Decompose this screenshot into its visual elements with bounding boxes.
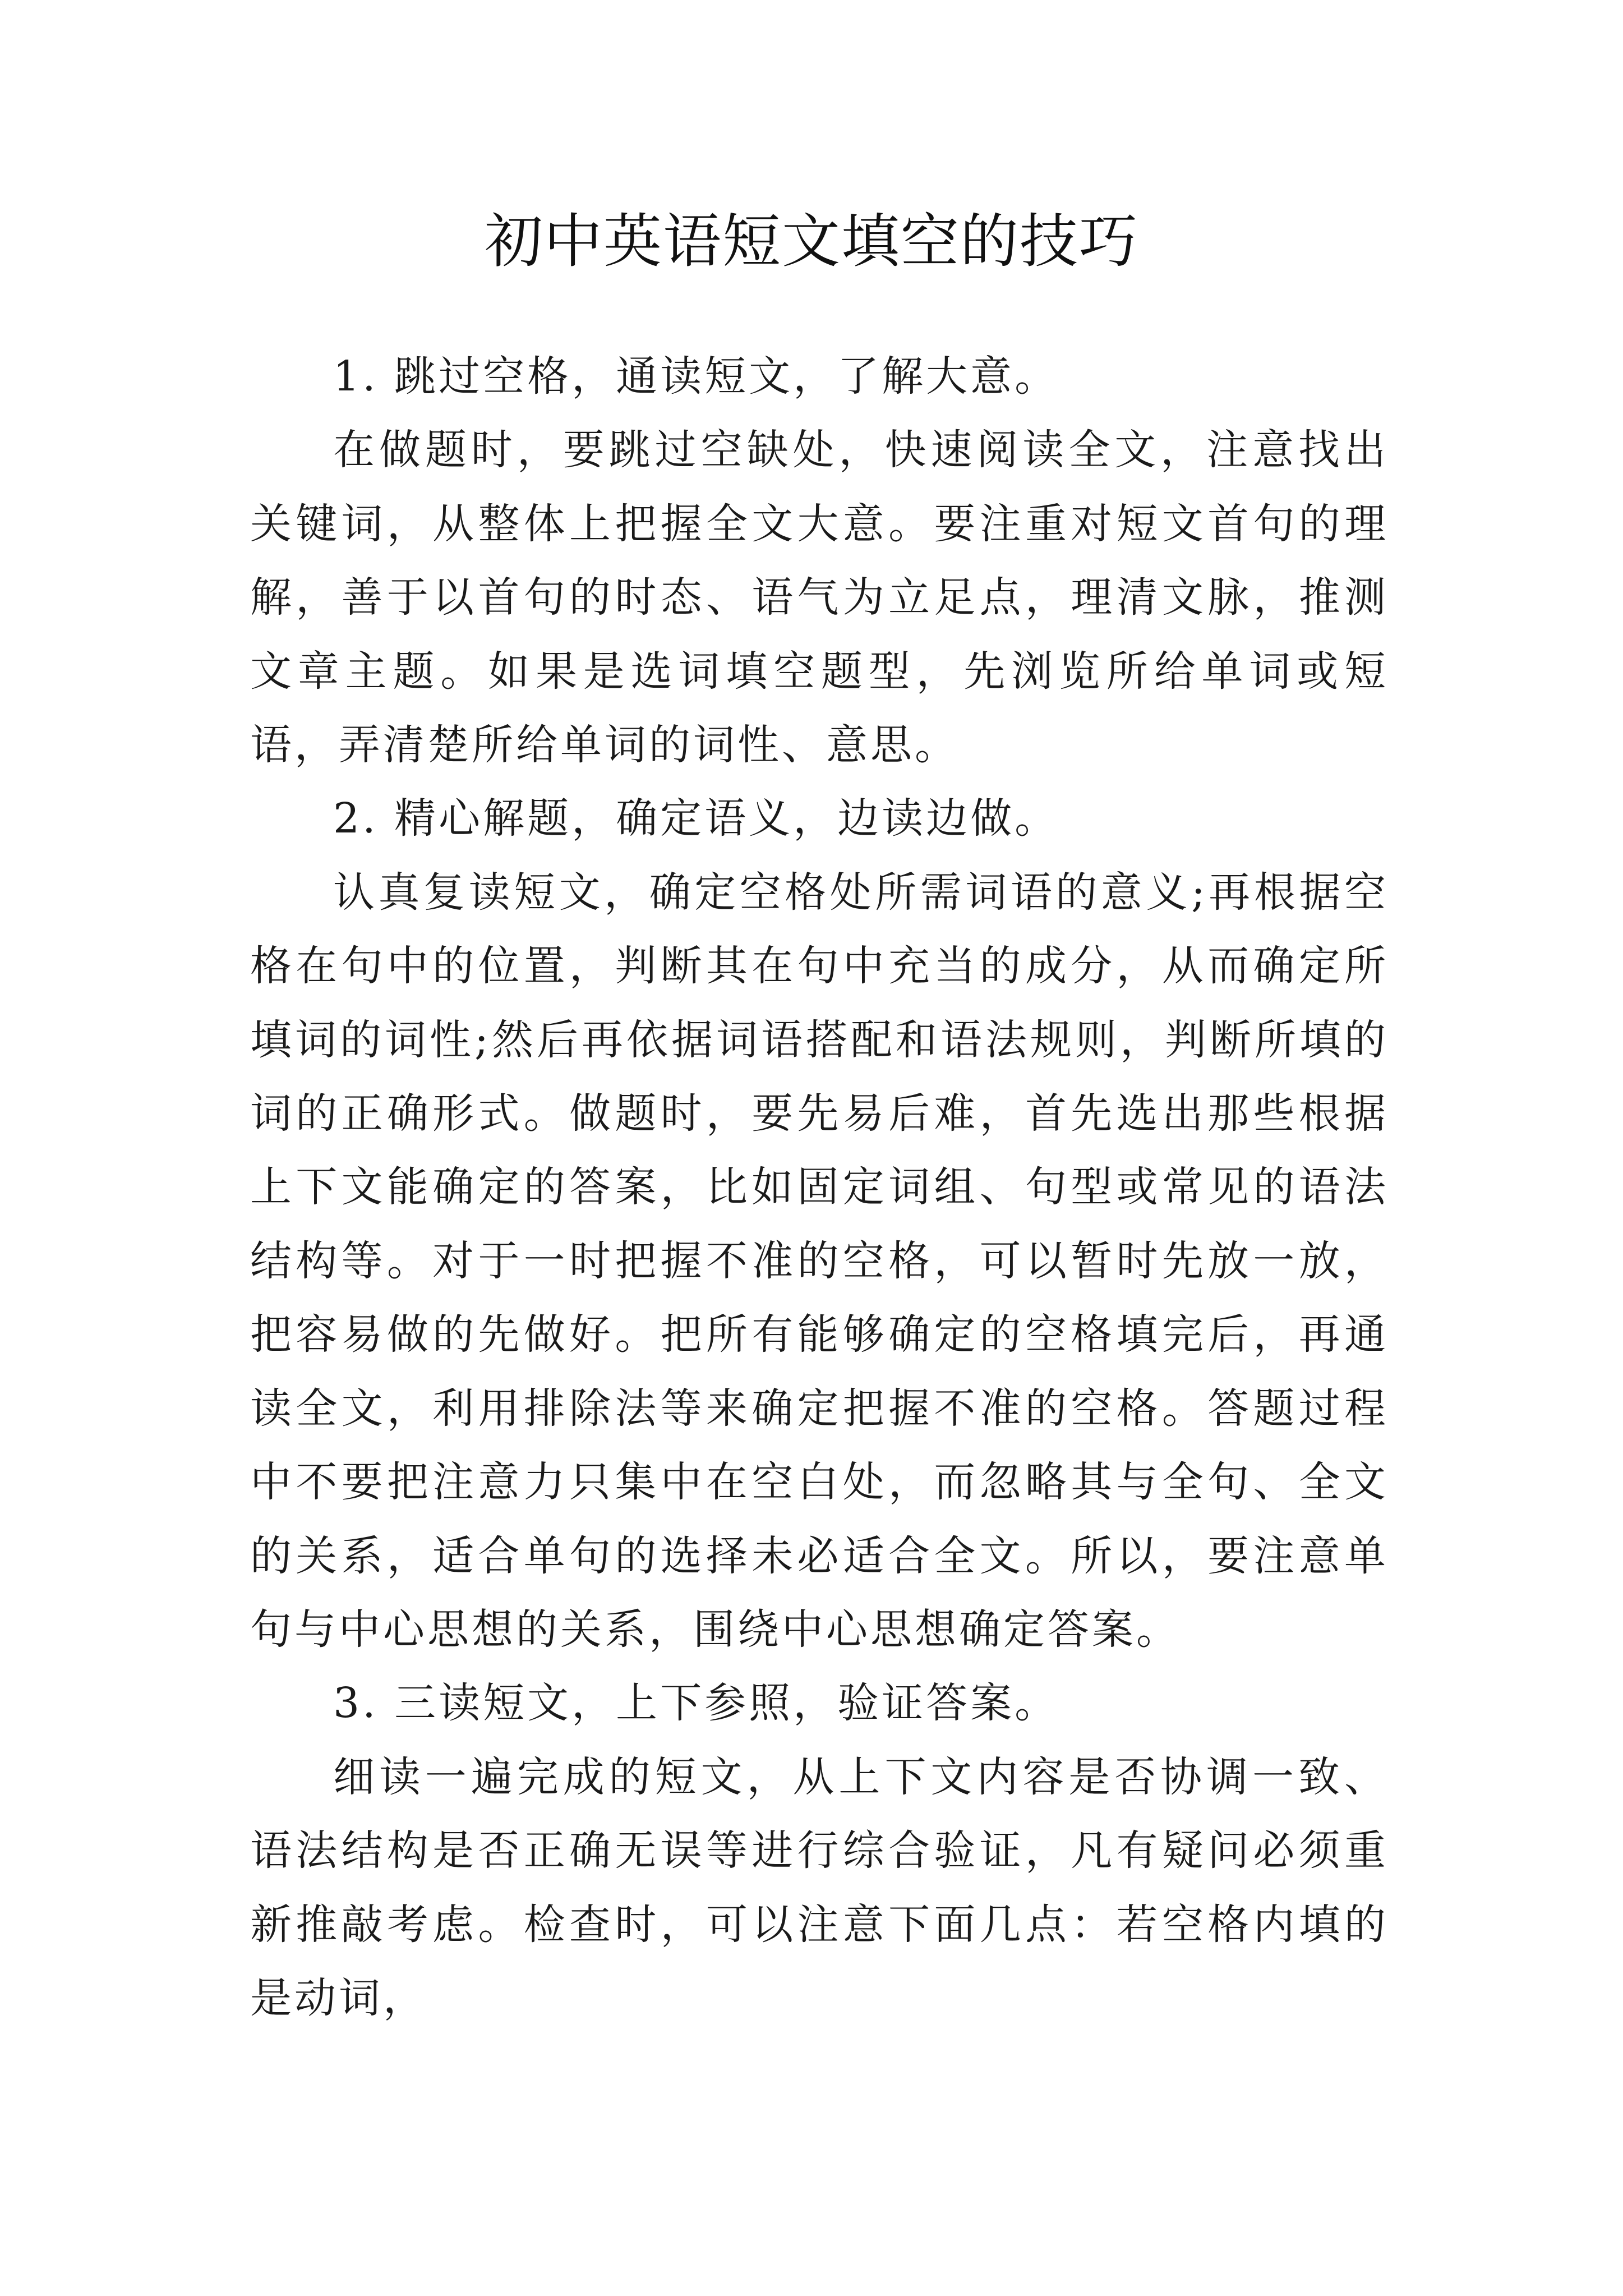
paragraph-2: 认真复读短文，确定空格处所需词语的意义;再根据空格在句中的位置，判断其在句中充当的成分，从而确定所填词的词性;然后再依据词语搭配和语法规则，判断所填的词的正确形式。做题时，要先易后难，首先选出那些根据上下文能确定的答案，比如固定词组、句型或常见的语法结构等。对于一时把握不准的空格，可以暂时先放一放，把容易做的先做好。把所有能够确定的空格填完后，再通读全文，利用排除法等来确定把握不准的空格。答题过程中不要把注意力只集中在空白处，而忽略其与全句、全文的关系，适合单句的选择未必适合全文。所以，要注意单句与中心思想的关系，围绕中心思想确定答案。 <box>250 868 1389 1654</box>
section-heading-1: 1. 跳过空格，通读短文，了解大意。 <box>333 352 1059 401</box>
section-heading-2: 2. 精心解题，确定语义，边读边做。 <box>333 794 1059 843</box>
section-heading-3: 3. 三读短文，上下参照，验证答案。 <box>333 1679 1059 1728</box>
paragraph-1: 在做题时，要跳过空缺处，快速阅读全文，注意找出关键词，从整体上把握全文大意。要注重对短文首句的理解，善于以首句的时态、语气为立足点，理清文脉，推测文章主题。如果是选词填空题型，先浏览所给单词或短语，弄清楚所给单词的词性、意思。 <box>250 426 1389 770</box>
document-title: 初中英语短文填空的技巧 <box>484 207 1138 275</box>
document-body <box>250 340 1389 2035</box>
paragraph-3: 细读一遍完成的短文，从上下文内容是否协调一致、语法结构是否正确无误等进行综合验证，凡有疑问必须重新推敲考虑。检查时，可以注意下面几点：若空格内填的是动词， <box>250 1752 1389 2022</box>
